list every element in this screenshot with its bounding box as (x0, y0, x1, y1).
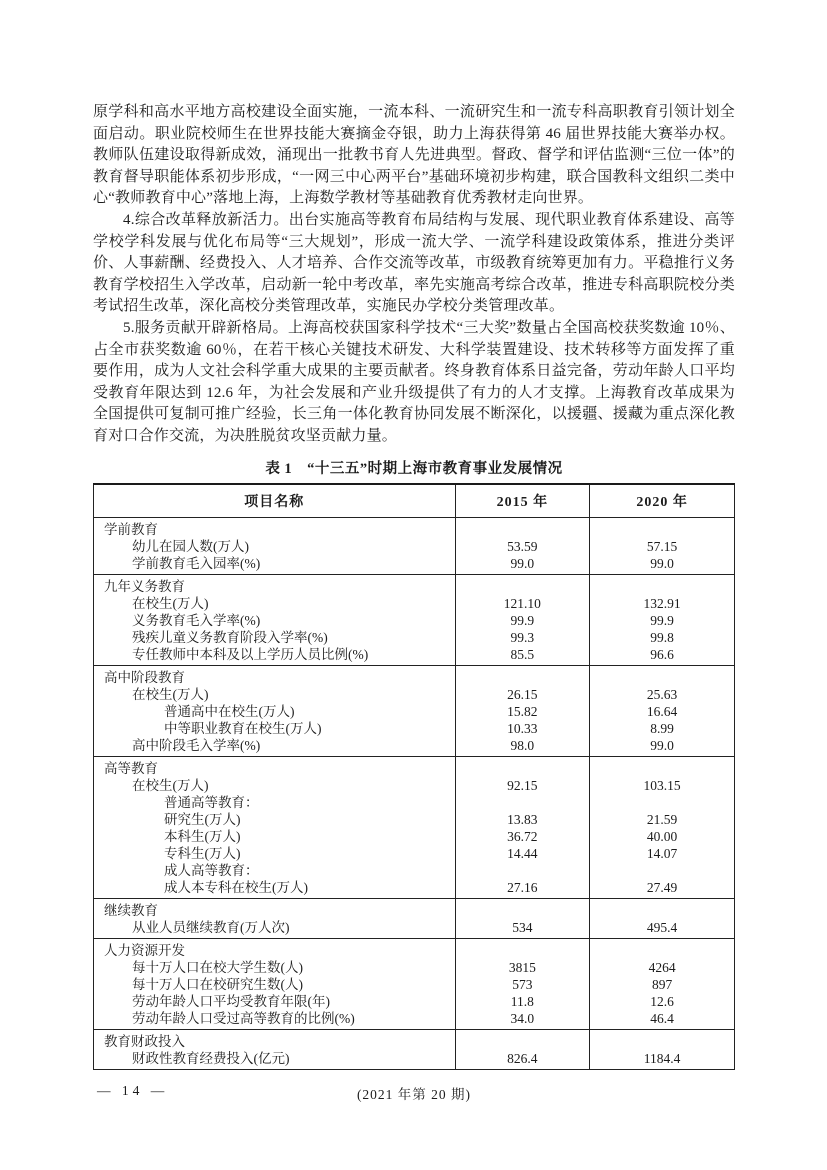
table-section-row (94, 898, 735, 938)
value-2015: 15.82 (507, 703, 538, 719)
value-2020 (590, 862, 734, 879)
row-label: 在校生(万人) (132, 595, 209, 611)
value-2015: 26.15 (507, 686, 538, 702)
value-2020 (590, 942, 734, 959)
value-2015: 99.3 (510, 629, 535, 645)
value-2020 (590, 760, 734, 777)
body-paragraph-2: 4.综合改革释放新活力。出台实施高等教育布局结构与发展、现代职业教育体系建设、高等学校学科发展与优化布局等“三大规划”，形成一流大学、一流学科建设政策体系，推进分类评价、人事薪酬、经费投入、人才培养、合作交流等改革，市级教育统筹更加有力。平稳推行义务教育学校招生入学改革，启动新一轮中考改革，率先实施高考综合改革，推进专科高职院校分类考试招生改革，深化高校分类管理改革，实施民办学校分类管理改革。 (93, 211, 735, 315)
value-2015: 99.0 (510, 555, 535, 571)
value-2015: 34.0 (510, 1010, 535, 1026)
section-labels-cell (94, 756, 456, 898)
row-label: 每十万人口在校研究生数(人) (132, 976, 303, 992)
table-section-row (94, 938, 735, 1029)
table-section-row (94, 517, 735, 574)
body-paragraph-3: 5.服务贡献开辟新格局。上海高校获国家科学技术“三大奖”数量占全国高校获奖数逾 10％、占全市获奖数逾 60％，在若干核心关键技术研发、大科学装置建设、技术转移等方面发挥了重要作用，成为人文社会科学重大成果的主要贡献者。终身教育体系日益完备，劳动年龄人口平均受教育年限达到 12.6 年，为社会发展和产业升级提供了有力的人才支撑。上海教育改革成果为全国提供可复制可推广经验，长三角一体化教育协同发展不断深化，以援疆、援藏为重点深化教育对口合作交流，为决胜脱贫攻坚贡献力量。 (93, 319, 735, 444)
value-2020: 897 (651, 976, 673, 992)
value-2015: 53.59 (507, 538, 538, 554)
row-label: 从业人员继续教育(万人次) (132, 919, 290, 935)
table-section-row (94, 1029, 735, 1069)
value-2020: 46.4 (650, 1010, 674, 1026)
row-label: 研究生(万人) (164, 811, 241, 827)
value-2020 (590, 902, 734, 919)
row-label: 普通高等教育： (164, 794, 259, 810)
value-2020: 96.6 (650, 646, 674, 662)
value-2015: 36.72 (507, 828, 538, 844)
section-2020-cell (590, 756, 735, 898)
table-title: 表 1 “十三五”时期上海市教育事业发展情况 (265, 460, 563, 477)
value-2020 (590, 794, 734, 811)
row-label: 高中阶段教育 (104, 669, 185, 685)
value-2015: 14.44 (507, 845, 538, 861)
issue-label: (2021 年第 20 期) (356, 1086, 472, 1102)
value-2020: 21.59 (646, 811, 678, 827)
value-2020: 14.07 (646, 845, 678, 861)
section-2020-cell (590, 574, 735, 665)
row-label: 成人高等教育： (164, 862, 259, 878)
row-label: 劳动年龄人口平均受教育年限(年) (132, 993, 330, 1009)
value-2015: 27.16 (507, 879, 538, 895)
value-2020 (590, 669, 734, 686)
section-labels-cell (94, 665, 456, 756)
value-2015: 826.4 (507, 1050, 538, 1066)
row-label: 高中阶段毛入学率(%) (132, 737, 261, 753)
row-label: 本科生(万人) (164, 828, 241, 844)
value-2020: 57.15 (646, 538, 678, 554)
value-2015 (456, 669, 590, 686)
value-2015: 3815 (508, 959, 536, 975)
section-2020-cell (590, 938, 735, 1029)
value-2015: 11.8 (510, 993, 534, 1009)
row-label: 专任教师中本科及以上学历人员比例(%) (132, 646, 369, 662)
value-2020: 27.49 (646, 879, 678, 895)
table-header-row (94, 484, 735, 518)
row-label: 在校生(万人) (132, 777, 209, 793)
value-2020: 99.0 (650, 555, 674, 571)
row-label: 专科生(万人) (164, 845, 241, 861)
value-2015: 98.0 (510, 737, 535, 753)
value-2020: 4264 (648, 959, 676, 975)
value-2015 (456, 794, 590, 811)
page-footer (93, 1083, 735, 1103)
section-2015-cell (455, 517, 590, 574)
value-2015: 573 (512, 976, 533, 992)
row-label: 财政性教育经费投入(亿元) (132, 1050, 290, 1066)
row-label: 在校生(万人) (132, 686, 209, 702)
value-2020 (590, 521, 734, 538)
row-label: 成人本专科在校生(万人) (164, 879, 308, 895)
value-2015: 99.9 (510, 612, 535, 628)
row-label: 教育财政投入 (104, 1033, 185, 1049)
value-2020: 495.4 (646, 919, 678, 935)
column-header-2020: 2020 年 (590, 484, 735, 518)
row-label: 高等教育 (104, 760, 158, 776)
section-2015-cell (455, 756, 590, 898)
row-label: 劳动年龄人口受过高等教育的比例(%) (132, 1010, 355, 1026)
value-2020: 99.8 (650, 629, 674, 645)
value-2015 (456, 862, 590, 879)
value-2015 (456, 760, 590, 777)
value-2015 (456, 902, 590, 919)
row-label: 幼儿在园人数(万人) (132, 538, 249, 554)
section-2020-cell (590, 665, 735, 756)
row-label: 学前教育 (104, 521, 158, 537)
value-2015 (456, 521, 590, 538)
row-label: 普通高中在校生(万人) (164, 703, 295, 719)
value-2020 (590, 578, 734, 595)
row-label: 义务教育毛入学率(%) (132, 612, 261, 628)
value-2020: 40.00 (646, 828, 678, 844)
value-2015: 92.15 (507, 777, 538, 793)
row-label: 每十万人口在校大学生数(人) (132, 959, 303, 975)
value-2020: 132.91 (643, 595, 681, 611)
row-label: 人力资源开发 (104, 942, 185, 958)
value-2015 (456, 578, 590, 595)
section-2015-cell (455, 898, 590, 938)
value-2015: 13.83 (507, 811, 538, 827)
table-section-row (94, 574, 735, 665)
value-2015: 534 (512, 919, 533, 935)
section-2020-cell (590, 1029, 735, 1069)
section-2020-cell (590, 898, 735, 938)
value-2020: 99.0 (650, 737, 674, 753)
value-2015: 10.33 (507, 720, 538, 736)
table-section-row (94, 665, 735, 756)
value-2020: 8.99 (650, 720, 674, 736)
value-2020: 99.9 (650, 612, 674, 628)
section-labels-cell (94, 938, 456, 1029)
section-labels-cell (94, 898, 456, 938)
value-2015: 121.10 (503, 595, 541, 611)
value-2020 (590, 1033, 734, 1050)
column-header-2015: 2015 年 (455, 484, 590, 518)
value-2015: 85.5 (510, 646, 535, 662)
row-label: 继续教育 (104, 902, 158, 918)
section-2015-cell (455, 665, 590, 756)
section-2015-cell (455, 574, 590, 665)
row-label: 中等职业教育在校生(万人) (164, 720, 322, 736)
value-2020: 103.15 (643, 777, 681, 793)
value-2015 (456, 942, 590, 959)
row-label: 学前教育毛入园率(%) (132, 555, 261, 571)
section-labels-cell (94, 1029, 456, 1069)
row-label: 九年义务教育 (104, 578, 185, 594)
page-content (93, 0, 735, 1103)
value-2020: 12.6 (650, 993, 674, 1009)
row-label: 残疾儿童义务教育阶段入学率(%) (132, 629, 328, 645)
section-2020-cell (590, 517, 735, 574)
value-2020: 1184.4 (643, 1050, 681, 1066)
table-section-row (94, 756, 735, 898)
value-2020: 16.64 (646, 703, 678, 719)
column-header-item-name: 项目名称 (94, 484, 456, 518)
education-statistics-table (93, 483, 735, 1070)
section-labels-cell (94, 517, 456, 574)
page-number: — 14 — (97, 1082, 169, 1098)
section-2015-cell (455, 938, 590, 1029)
value-2020: 25.63 (646, 686, 678, 702)
body-paragraph-1: 原学科和高水平地方高校建设全面实施，一流本科、一流研究生和一流专科高职教育引领计划全面启动。职业院校师生在世界技能大赛摘金夺银，助力上海获得第 46 届世界技能大赛举办权。教师队伍建设取得新成效，涌现出一批教书育人先进典型。督政、督学和评估监测“三位一体”的教育督导职能体系初步形成，“一网三中心两平台”基础环境初步构建，联合国教科文组织二类中心“教师教育中心”落地上海，上海数学教材等基础教育优秀教材走向世界。 (93, 104, 735, 207)
section-labels-cell (94, 574, 456, 665)
value-2015 (456, 1033, 590, 1050)
section-2015-cell (455, 1029, 590, 1069)
